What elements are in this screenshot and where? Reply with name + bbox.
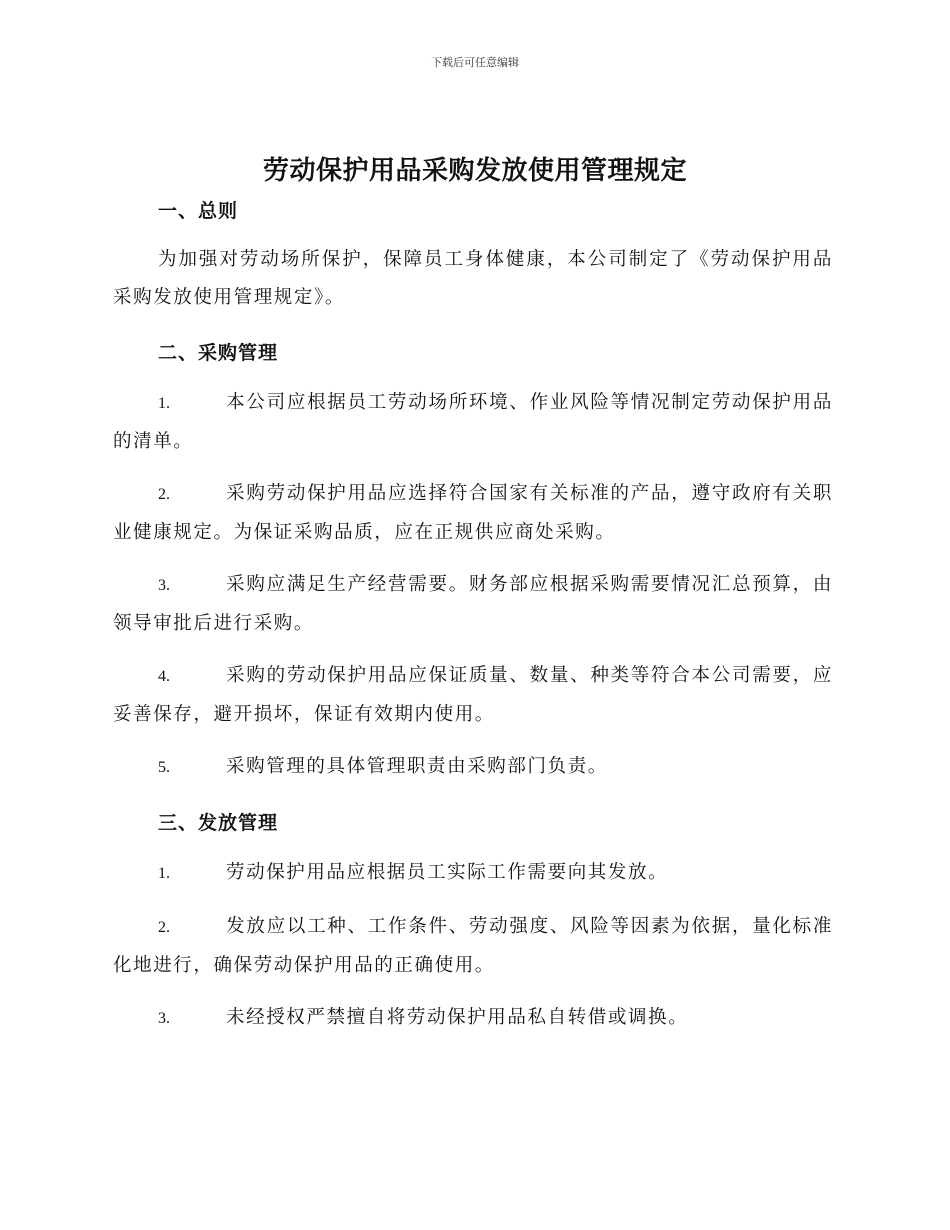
list-item-text: 采购的劳动保护用品应保证质量、数量、种类等符合本公司需要，应妥善保存，避开损坏，保证有效期内使用。 xyxy=(113,665,833,725)
list-item xyxy=(113,908,833,985)
list-item-number: 3. xyxy=(158,1010,170,1027)
section-heading-general: 一、总则 xyxy=(158,200,239,222)
section-intro-paragraph: 为加强对劳动场所保护，保障员工身体健康，本公司制定了《劳动保护用品采购发放使用管理规定》。 xyxy=(113,249,833,308)
list-item-text: 采购劳动保护用品应选择符合国家有关标准的产品，遵守政府有关职业健康规定。为保证采购品质，应在正规供应商处采购。 xyxy=(113,483,833,543)
list-item-text: 未经授权严禁擅自将劳动保护用品私自转借或调换。 xyxy=(226,1007,689,1028)
list-item xyxy=(113,748,833,787)
list-item xyxy=(113,566,833,643)
list-item xyxy=(113,999,833,1038)
list-item-number: 1. xyxy=(158,865,170,882)
list-item-text: 发放应以工种、工作条件、劳动强度、风险等因素为依据，量化标准化地进行，确保劳动保护用品的正确使用。 xyxy=(113,916,833,976)
list-item xyxy=(113,475,833,552)
list-item xyxy=(113,657,833,734)
list-item-text: 采购管理的具体管理职责由采购部门负责。 xyxy=(226,756,608,777)
list-item-number: 3. xyxy=(158,577,170,594)
header-note: 下载后可任意编辑 xyxy=(431,56,519,69)
list-item-number: 2. xyxy=(158,486,170,503)
list-item-text: 劳动保护用品应根据员工实际工作需要向其发放。 xyxy=(226,862,669,883)
document-title: 劳动保护用品采购发放使用管理规定 xyxy=(262,156,687,186)
list-item-text: 本公司应根据员工劳动场所环境、作业风险等情况制定劳动保护用品的清单。 xyxy=(113,392,833,452)
list-item-number: 4. xyxy=(158,668,170,685)
list-item xyxy=(113,854,833,893)
list-item-number: 2. xyxy=(158,919,170,936)
section-heading-procurement: 二、采购管理 xyxy=(158,342,279,364)
list-item-number: 5. xyxy=(158,759,170,776)
list-item xyxy=(113,384,833,461)
section-heading-distribution: 三、发放管理 xyxy=(158,812,279,834)
list-item-number: 1. xyxy=(158,395,170,412)
list-item-text: 采购应满足生产经营需要。财务部应根据采购需要情况汇总预算，由领导审批后进行采购。 xyxy=(113,574,833,634)
